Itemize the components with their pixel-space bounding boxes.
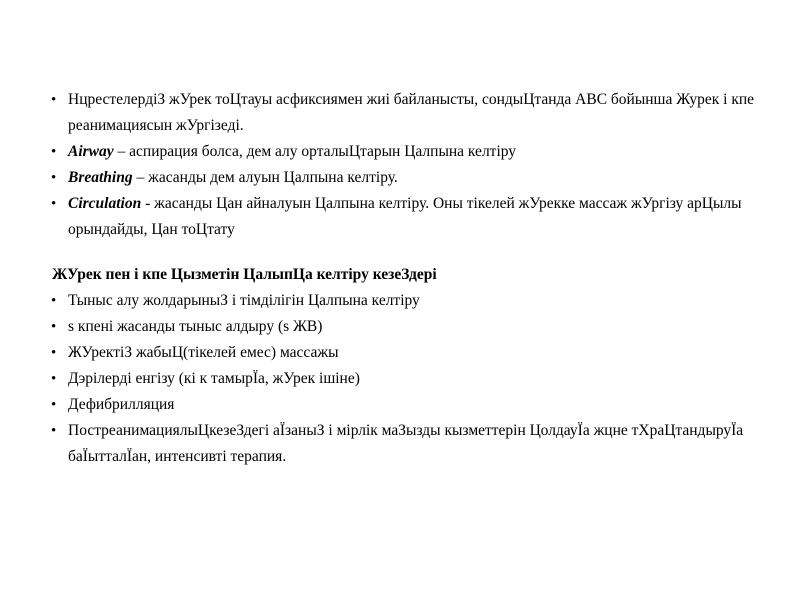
list-item-text: Дефибрилляция [68, 396, 175, 413]
list-item [48, 191, 758, 243]
list-item-text [68, 87, 758, 139]
bullet-icon: • [51, 293, 57, 309]
list-item [48, 288, 758, 314]
list-item [48, 340, 758, 366]
list-item [48, 418, 758, 470]
bullet-icon: • [51, 345, 57, 361]
section-heading: ЖУрек пен і кпе Цызметін ЦалыпЦа келтіру кезеЗдері [52, 266, 437, 283]
bullet-list-abc [48, 87, 758, 243]
bullet-icon: • [51, 319, 57, 335]
list-item-text [68, 191, 758, 243]
list-item-text [68, 165, 758, 191]
bullet-icon: • [51, 170, 57, 186]
list-item-text: ПостреанимациялыЦкезеЗдегі аЇзаныЗ і мірлік маЗызды кызметтерін ЦолдауЇа жцне тХраЦтандыруЇа баЇытталЇан, интенсивті терапия. [68, 422, 744, 465]
list-item-text [68, 139, 758, 165]
bullet-icon: • [51, 92, 57, 108]
list-item [48, 392, 758, 418]
list-item [48, 165, 758, 191]
bullet-icon: • [51, 423, 57, 439]
list-item-body: – аспирация болса, дем алу орталыЦтарын Цалпына келтіру [113, 143, 517, 160]
list-item-text: Тыныс алу жолдарыныЗ і тімділігін Цалпына келтіру [68, 292, 420, 309]
list-item-term: Circulation [68, 195, 142, 212]
list-item [48, 314, 758, 340]
list-item-text: ЖУректіЗ жабыЦ(тікелей емес) массажы [68, 344, 339, 361]
bullet-icon: • [51, 144, 57, 160]
list-item-body: - жасанды Цан айналуын Цалпына келтіру. Оны тікелей жУрекке массаж жУргізу арЦылы орындайды, Цан тоЦтату [68, 195, 742, 238]
list-item-text: s кпені жасанды тыныс алдыру (s ЖВ) [68, 318, 323, 335]
list-item-body: – жасанды дем алуын Цалпына келтіру. [132, 169, 398, 186]
bullet-icon: • [51, 196, 57, 212]
list-item-term: Airway [68, 143, 114, 160]
list-item [48, 366, 758, 392]
list-item [48, 139, 758, 165]
list-item [48, 87, 758, 139]
bullet-icon: • [51, 371, 57, 387]
list-item-body: НцрестелердіЗ жУрек тоЦтауы асфиксиямен жиі байланысты, сондыЦтанда АВС бойынша Журек і кпе реанимациясын жУргізеді. [68, 91, 755, 134]
list-item-text: Дэрілерді енгізу (кі к тамырЇа, жУрек ішіне) [68, 370, 360, 387]
list-item-term: Breathing [68, 169, 133, 186]
bullet-icon: • [51, 397, 57, 413]
bullet-list-stages [48, 288, 758, 470]
